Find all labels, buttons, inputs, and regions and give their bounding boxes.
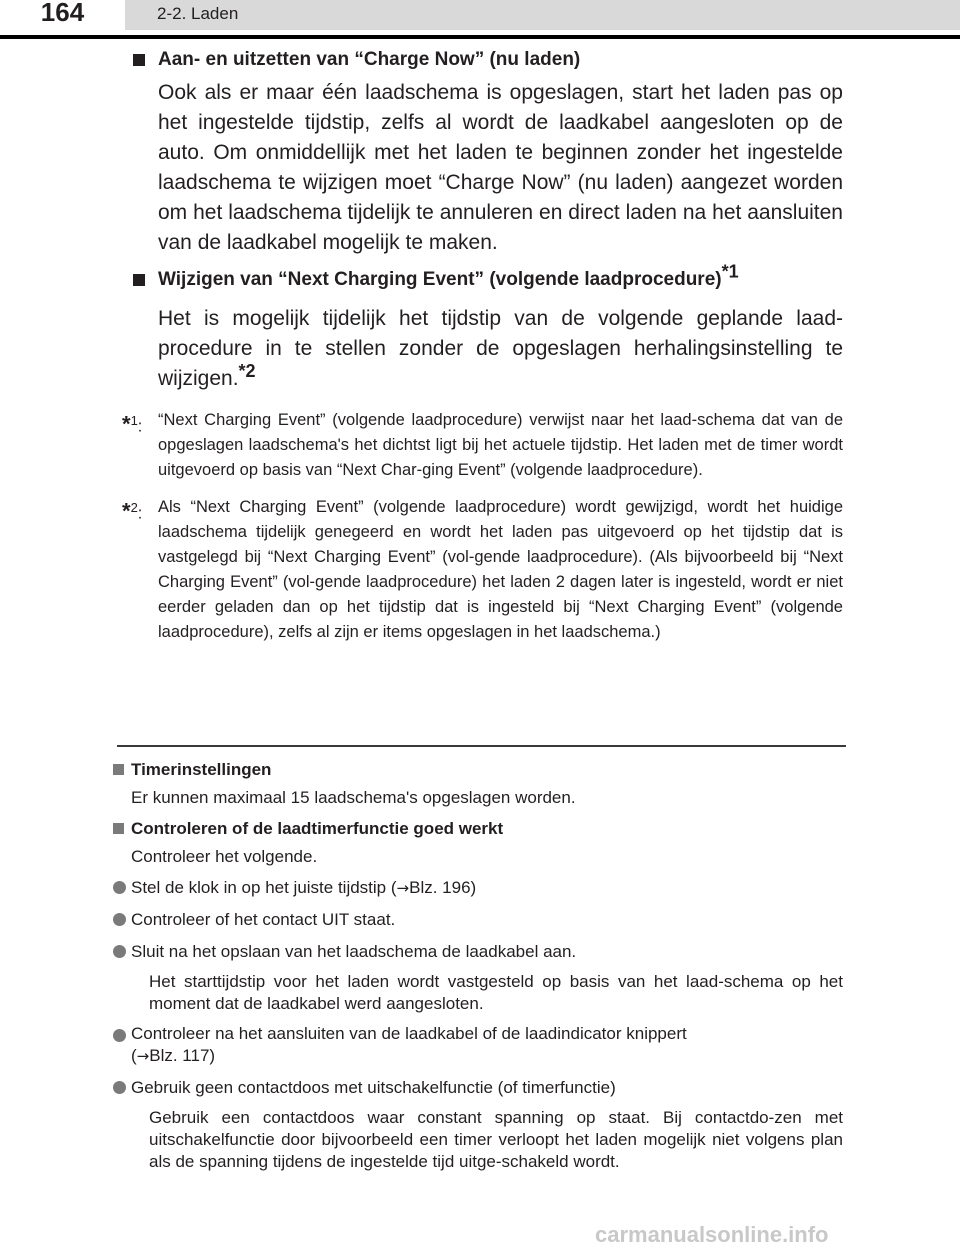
- note-heading-check: [113, 816, 843, 842]
- footnote-ref-1: *1: [721, 261, 739, 282]
- list-item-text: Controleer na het aansluiten van de laadkabel of de laadindicator knippert: [131, 1024, 687, 1043]
- note-heading-text: Timerinstellingen: [131, 760, 272, 779]
- footnote-2: [122, 495, 843, 645]
- footnote-text: Als “Next Charging Event” (volgende laadprocedure) wordt gewijzigd, wordt het huidige laadschema tijdelijk genegeerd en wordt het laden pas uitgevoerd op het tijdstip dat is vastgelegd bij “Next Charging Event” (vol-gende laadprocedure). (Als bijvoorbeeld bij “Next Charging Event” (vol-gende laadprocedure) het laden 2 dagen later is ingesteld, wordt er niet eerder geladen dan op het tijdstip dat is ingesteld bij “Next Charging Event” (volgende laadprocedure), zelfs al zijn er items opgeslagen in het laadschema.): [158, 498, 843, 641]
- paragraph-text: Het is mogelijk tijdelijk het tijdstip van de volgende geplande laad-procedure in te stellen zonder de opgeslagen herhalingsinstelling te wijzigen.: [158, 307, 843, 390]
- round-bullet-icon: [113, 1081, 126, 1094]
- paragraph-next-charging-event: [128, 304, 843, 394]
- heading-charge-now: [128, 46, 843, 74]
- footnote-marker: *$^2$:: [122, 498, 143, 524]
- round-bullet-icon: [113, 945, 126, 958]
- list-item-detail: Het starttijdstip voor het laden wordt vastgesteld op basis van het laad-schema op het moment dat de laadkabel werd aangesloten.: [149, 972, 843, 1013]
- round-bullet-icon: [113, 913, 126, 926]
- round-bullet-icon: [113, 1029, 126, 1042]
- list-item-text: Stel de klok in op het juiste tijdstip (: [131, 878, 397, 897]
- list-item: [113, 907, 843, 933]
- round-bullet-icon: [113, 881, 126, 894]
- square-bullet-icon: [113, 764, 124, 775]
- square-bullet-icon: [133, 54, 145, 66]
- header-band: [0, 0, 960, 30]
- square-bullet-icon: [113, 823, 124, 834]
- section-divider: [117, 745, 846, 747]
- heading-text: Wijzigen van “Next Charging Event” (volgende laadprocedure): [158, 269, 722, 290]
- page-reference[interactable]: Blz. 196): [409, 878, 477, 897]
- list-item-text: Controleer of het contact UIT staat.: [131, 910, 396, 929]
- main-content: [122, 46, 843, 645]
- note-text-timer: Er kunnen maximaal 15 laadschema's opgeslagen worden.: [131, 788, 576, 807]
- page-number: 164: [0, 0, 125, 33]
- footnote-1: [122, 408, 843, 483]
- heading-text: Aan- en uitzetten van “Charge Now” (nu laden): [158, 49, 581, 70]
- note-text-check: Controleer het volgende.: [131, 847, 318, 866]
- note-heading-timer: [113, 757, 843, 783]
- note-heading-text: Controleren of de laadtimerfunctie goed werkt: [131, 819, 504, 838]
- list-item: [113, 875, 843, 901]
- list-item: [113, 939, 843, 965]
- list-item-text: Gebruik geen contactdoos met uitschakelfunctie (of timerfunctie): [131, 1078, 616, 1097]
- section-title: 2-2. Laden: [157, 4, 239, 23]
- arrow-right-icon: →: [136, 1047, 150, 1065]
- footnote-ref-2: *2: [238, 361, 256, 381]
- arrow-right-icon: →: [396, 879, 410, 897]
- list-item-detail: Gebruik een contactdoos waar constant spanning op staat. Bij contactdo-zen met uitschakelfunctie door bijvoorbeeld een timer verloopt het laden mogelijk niet volgens plan als de spanning tijdens de ingestelde tijd uitge-schakeld wordt.: [149, 1108, 843, 1171]
- heading-next-charging-event: [128, 261, 843, 294]
- square-bullet-icon: [133, 274, 145, 286]
- list-item-text: Sluit na het opslaan van het laadschema de laadkabel aan.: [131, 942, 577, 961]
- watermark-text: carmanualsonline.info: [595, 1222, 829, 1247]
- list-item: Controleer na het aansluiten van de laadkabel of de laadindicator knippert (→Blz. 117): [113, 1023, 843, 1067]
- list-item: [113, 1075, 843, 1101]
- page-reference[interactable]: Blz. 117): [149, 1046, 216, 1065]
- paragraph-charge-now: Ook als er maar één laadschema is opgeslagen, start het laden pas op het ingestelde tijdstip, zelfs al wordt de laadkabel aangesloten op de auto. Om onmiddellijk met het laden te beginnen zonder het ingestelde laadschema te wijzigen moet “Charge Now” (nu laden) aangezet worden om het laadschema tijdelijk te annuleren en direct laden na het aansluiten van de laadkabel mogelijk te maken.: [158, 81, 843, 254]
- footnote-marker: *$^1$:: [122, 411, 143, 437]
- footnote-text: “Next Charging Event” (volgende laadprocedure) verwijst naar het laad-schema dat van de opgeslagen laadschema's het dichtst ligt bij het actuele tijdstip. Het laden met de timer wordt uitgevoerd op basis van “Next Char-ging Event” (volgende laadprocedure).: [158, 411, 843, 479]
- header-rule: [0, 35, 960, 39]
- notes-section: [113, 757, 843, 1173]
